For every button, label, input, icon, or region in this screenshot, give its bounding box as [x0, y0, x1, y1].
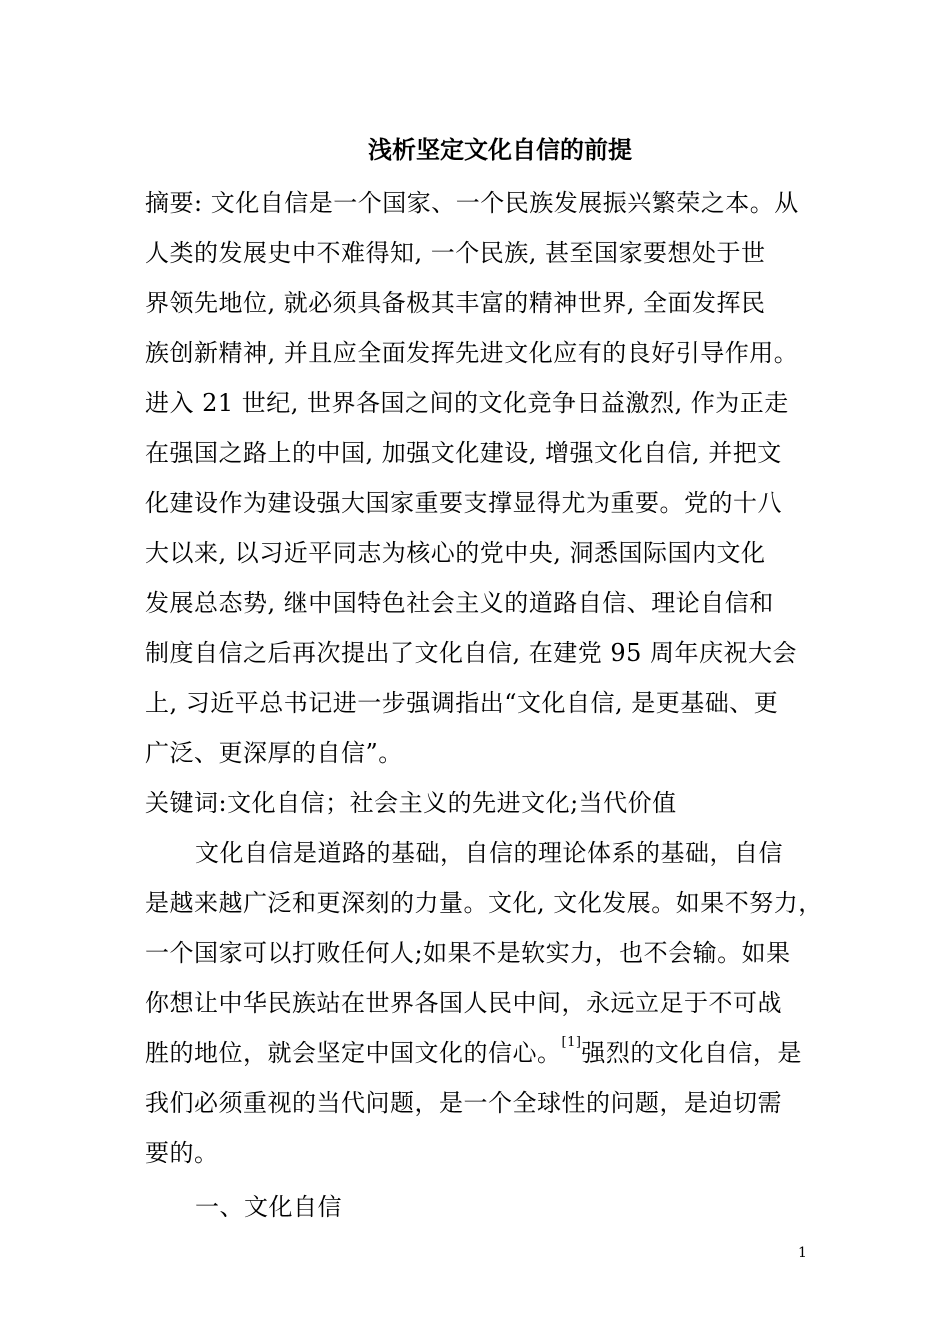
abstract-line: 上, 习近平总书记进一步强调指出“文化自信, 是更基础、更	[145, 689, 779, 717]
abstract-line: 大以来, 以习近平同志为核心的党中央, 洞悉国际国内文化	[145, 539, 766, 567]
keywords-line: 关键词:文化自信；社会主义的先进文化;当代价值	[145, 789, 677, 817]
abstract-line: 摘要: 文化自信是一个国家、一个民族发展振兴繁荣之本。从	[145, 189, 799, 217]
abstract-line: 广泛、更深厚的自信”。	[145, 739, 403, 767]
citation-reference[interactable]: [1]	[561, 1035, 582, 1050]
paper-title: 浅析坚定文化自信的前提	[368, 135, 632, 164]
paragraph-line: 我们必须重视的当代问题，是一个全球性的问题，是迫切需	[145, 1089, 782, 1117]
page-number: 1	[798, 1245, 807, 1261]
paragraph-text: 胜的地位，就会坚定中国文化的信心。	[145, 1039, 562, 1067]
abstract-line: 制度自信之后再次提出了文化自信, 在建党 95 周年庆祝大会	[145, 639, 798, 667]
abstract-line: 化建设作为建设强大国家重要支撑显得尤为重要。党的十八	[145, 489, 782, 517]
paragraph-line: 你想让中华民族站在世界各国人民中间，永远立足于不可战	[145, 989, 782, 1017]
abstract-line: 人类的发展史中不难得知, 一个民族, 甚至国家要想处于世	[145, 239, 766, 267]
paragraph-line: 是越来越广泛和更深刻的力量。文化, 文化发展。如果不努力，	[145, 889, 823, 917]
abstract-line: 族创新精神, 并且应全面发挥先进文化应有的良好引导作用。	[145, 339, 799, 367]
paragraph-line: 文化自信是道路的基础，自信的理论体系的基础，自信	[195, 839, 783, 867]
paragraph-text: 强烈的文化自信，是	[581, 1039, 802, 1067]
abstract-block	[145, 178, 835, 1232]
section-heading: 一、文化自信	[195, 1193, 342, 1221]
abstract-line: 在强国之路上的中国, 加强文化建设, 增强文化自信, 并把文	[145, 439, 782, 467]
paragraph-line: 一个国家可以打败任何人;如果不是软实力，也不会输。如果	[145, 939, 791, 967]
abstract-line: 进入 21 世纪, 世界各国之间的文化竞争日益激烈, 作为正走	[145, 389, 789, 417]
paragraph-line-with-citation	[145, 1028, 835, 1078]
paragraph-line: 要的。	[145, 1139, 219, 1167]
abstract-line: 发展总态势, 继中国特色社会主义的道路自信、理论自信和	[145, 589, 774, 617]
abstract-line: 界领先地位, 就必须具备极其丰富的精神世界, 全面发挥民	[145, 289, 766, 317]
